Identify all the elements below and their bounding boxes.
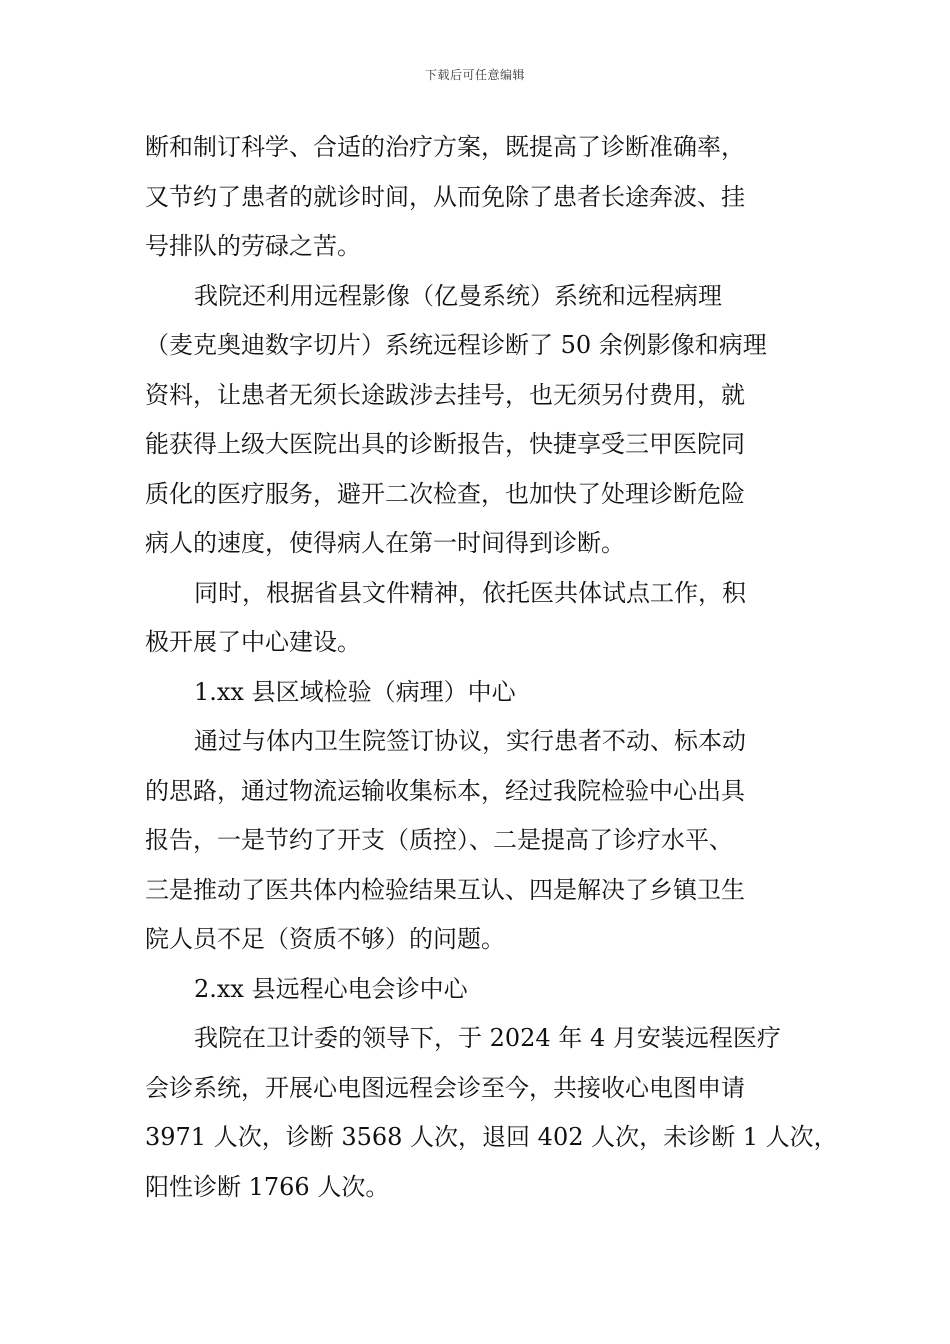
paragraph-1-line-0: 我院还利用远程影像（亿曼系统）系统和远程病理 xyxy=(194,281,722,310)
document-body xyxy=(145,123,838,1212)
paragraph-2-line-1: 极开展了中心建设。 xyxy=(145,628,361,656)
paragraph-3-line-0: 1.xx 县区域检验（病理）中心 xyxy=(194,677,516,706)
paragraph-1-line-4: 质化的医疗服务，避开二次检查，也加快了处理诊断危险 xyxy=(145,479,745,508)
paragraph-6-line-0: 我院在卫计委的领导下，于 2024 年 4 月安装远程医疗 xyxy=(194,1024,781,1052)
paragraph-1-line-5: 病人的速度，使得病人在第一时间得到诊断。 xyxy=(145,529,625,557)
paragraph-0-line-0: 断和制订科学、合适的治疗方案，既提高了诊断准确率， xyxy=(145,133,745,161)
paragraph-4-line-3: 三是推动了医共体内检验结果互认、四是解决了乡镇卫生 xyxy=(145,875,745,904)
paragraph-2-line-0: 同时，根据省县文件精神，依托医共体试点工作，积 xyxy=(194,578,746,607)
paragraph-1-line-3: 能获得上级大医院出具的诊断报告，快捷享受三甲医院同 xyxy=(145,430,745,458)
paragraph-4-line-1: 的思路，通过物流运输收集标本，经过我院检验中心出具 xyxy=(145,776,745,805)
paragraph-0-line-2: 号排队的劳碌之苦。 xyxy=(145,232,361,260)
paragraph-6-line-1: 会诊系统，开展心电图远程会诊至今，共接收心电图申请 xyxy=(145,1073,745,1102)
paragraph-5-line-0: 2.xx 县远程心电会诊中心 xyxy=(194,974,468,1003)
page-header-note: 下载后可任意编辑 xyxy=(424,68,525,82)
paragraph-4-line-0: 通过与体内卫生院签订协议，实行患者不动、标本动 xyxy=(194,727,746,755)
paragraph-1-line-2: 资料，让患者无须长途跋涉去挂号，也无须另付费用，就 xyxy=(145,380,745,409)
paragraph-6-line-3: 阳性诊断 1766 人次。 xyxy=(145,1172,390,1201)
paragraph-0-line-1: 又节约了患者的就诊时间，从而免除了患者长途奔波、挂 xyxy=(145,182,745,211)
paragraph-6-line-2: 3971 人次，诊断 3568 人次，退回 402 人次，未诊断 1 人次， xyxy=(145,1123,838,1151)
paragraph-4-line-4: 院人员不足（资质不够）的问题。 xyxy=(145,925,505,953)
paragraph-4-line-2: 报告，一是节约了开支（质控）、二是提高了诊疗水平、 xyxy=(145,826,733,854)
paragraph-1-line-1: （麦克奥迪数字切片）系统远程诊断了 50 余例影像和病理 xyxy=(145,331,767,359)
